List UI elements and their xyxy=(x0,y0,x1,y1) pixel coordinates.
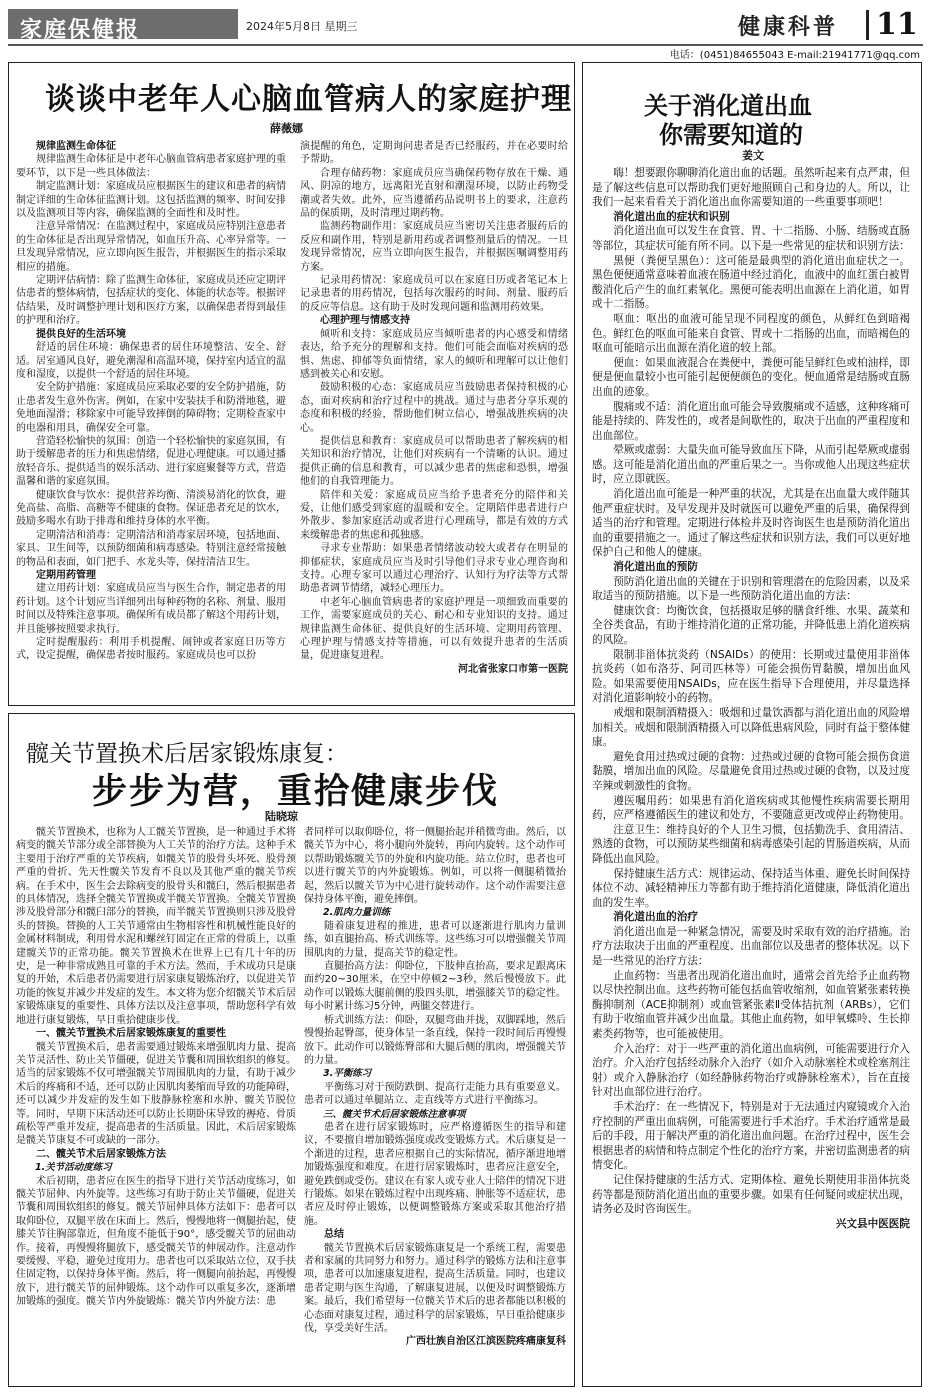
paragraph: 舒适的居住环境：确保患者的居住环境整洁、安全、舒适。居室通风良好，避免潮湿和高温环境，保持室内适宜的温度和湿度，以提供一个舒适的居住环境。 xyxy=(16,342,286,380)
paragraph: 黑便（粪便呈黑色）：这可能是最典型的消化道出血症状之一。黑色便便通常意味着血液在肠道中经过消化，血液中的血红蛋白被胃酸消化后产生的血红素氧化。黑便可能表明出血源在上消化道，如胃或十二指肠。 xyxy=(592,254,910,311)
paragraph: 健康饮食与饮水：提供营养均衡、清淡易消化的饮食，避免高盐、高脂、高糖等不健康的食物。保证患者充足的饮水，鼓励多喝水有助于排毒和维持身体的水平衡。 xyxy=(16,489,286,528)
paragraph: 髋关节置换术，也称为人工髋关节置换，是一种通过手术将病变的髋关节部分或全部替换为人工关节的治疗方法。这种手术主要用于治疗严重的关节疾病，如髋关节的股骨头坏死、股骨颈严重的骨折、先天性髋关节发育不良以及其他严重的髋关节疾病。在手术中，医生会去除病变的股骨头和髋臼，然后根据患者的具体情况，选择全髋关节置换或半髋关节置换。全髋关节置换涉及股骨部分和髋臼部分的替换，而半髋关节置换则只涉及股骨头的替换。替换的人工关节通常由生物相容性和机械性能良好的金属材料制成，利用骨水泥和螺丝钉固定在正常的骨质上，以重建髋关节的正常功能。髋关节置换术在世界上已有几十年的历史，是一种非常成熟且可靠的手术方法。然而，手术成功只是康复的开始，术后患者仍需要进行居家康复锻炼治疗，以促进关节功能的恢复并减少并发症的发生。本文将为您介绍髋关节术后居家锻炼康复的重要性、具体方法以及注意事项，帮助您科学有效地进行康复锻炼，早日重拾健康步伐。 xyxy=(16,827,296,1026)
paragraph: 桥式训练方法：仰卧，双腿弯曲并拢，双脚踩地，然后慢慢抬起臀部，使身体呈一条直线，保持一段时间后再慢慢放下。此动作可以锻炼臀部和大腿后侧的肌肉，增强髋关节的力量。 xyxy=(304,1014,566,1066)
paragraph: 止血药物：当患者出现消化道出血时，通常会首先给予止血药物以尽快控制出血。这些药物可能包括血管收缩剂，如血管紧张素转换酶抑制剂（ACE抑制剂）或血管紧张素Ⅱ受体拮抗剂（ARBs），它们有助于收缩血管并减少出血量。其他止血药物，如甲氧蝶呤、生长抑素类药物等，也可能被使用。 xyxy=(592,969,910,1041)
paragraph: 注意卫生：维持良好的个人卫生习惯，包括勤洗手、食用清洁、熟透的食物，可以预防某些细菌和病毒感染引起的胃肠道疾病，从而降低出血风险。 xyxy=(592,823,910,865)
paragraph: 记住保持健康的生活方式、定期体检、避免长期使用非甾体抗炎药等都是预防消化道出血的重要步骤。如果有任何疑问或症状出现，请务必及时咨询医生。 xyxy=(592,1173,910,1216)
paragraph: 倾听和支持：家庭成员应当倾听患者的内心感受和情绪表达，给予充分的理解和支持。他们可能会面临对疾病的恐惧、焦虑、抑郁等负面情绪，家人的倾听和理解可以让他们感到被关心和安慰。 xyxy=(300,328,568,380)
paragraph: 鼓励积极的心态：家庭成员应当鼓励患者保持积极的心态，面对疾病和治疗过程中的挑战。通过与患者分享乐观的态度和积极的经验，帮助他们树立信心，增强战胜疾病的决心。 xyxy=(300,382,568,434)
paragraph: 提供信息和教育：家庭成员可以帮助患者了解疾病的相关知识和治疗情况，让他们对疾病有一个清晰的认识。通过提供正确的信息和教育，可以减少患者的焦虑和恐惧，增强他们的自我管理能力。 xyxy=(300,435,568,488)
section-heading: 1.关节活动度练习 xyxy=(35,1162,112,1174)
page-number: 11 xyxy=(876,7,918,42)
section-heading: 总结 xyxy=(324,1229,344,1241)
paragraph: 遵医嘱用药：如果患有消化道疾病或其他慢性疾病需要长期用药，应严格遵循医生的建议和处方，不要随意更改或停止药物使用。 xyxy=(592,794,910,822)
paragraph: 消化道出血可以发生在食管、胃、十二指肠、小肠、结肠或直肠等部位，其症状可能有所不同。以下是一些常见的症状和识别方法： xyxy=(592,225,910,252)
section-divider xyxy=(866,10,869,40)
paragraph: 合理存储药物：家庭成员应当确保药物存放在干燥、通风、阴凉的地方，远离阳光直射和潮湿环境，以防止药物受潮或者失效。此外，应当遵循药品说明书上的要求，注意药品的保质期，及时清理过期药物。 xyxy=(300,167,568,220)
article-home-care-col-1 xyxy=(16,140,286,700)
paragraph: 患者在进行居家锻炼时，应严格遵循医生的指导和建议，不要擅自增加锻炼强度或改变锻炼方式。术后康复是一个渐进的过程，患者应根据自己的实际情况，循序渐进地增加锻炼强度和难度。在进行居家锻炼时，患者应注意安全，避免跌倒或受伤。建议在有家人或专业人士陪伴的情况下进行锻炼。如果在锻炼过程中出现疼痛、肿胀等不适症状，患者应及时停止锻炼，以便调整锻炼方案或采取其他治疗措施。 xyxy=(304,1121,566,1227)
article-gi-bleeding-title-line2: 你需要知道的 xyxy=(659,120,803,149)
paragraph: 晕厥或虚弱：大量失血可能导致血压下降，从而引起晕厥或虚弱感。这可能是消化道出血的严重后果之一。当你或他人出现这些症状时，应立即就医。 xyxy=(592,444,910,486)
paragraph: 定时提醒服药：利用手机提醒、闹钟或者家庭日历等方式，设定提醒，确保患者按时服药。家庭成员也可以扮 xyxy=(16,637,286,662)
section-heading: 3.平衡练习 xyxy=(323,1068,372,1080)
paragraph: 规律监测生命体征是中老年心脑血管病患者家庭护理的重要环节，以下是一些具体做法： xyxy=(16,154,286,179)
section-heading: 2.肌肉力量训练 xyxy=(323,907,391,919)
paragraph: 直腿抬高方法：仰卧位，下肢伸直抬高，要求足跟离床面约20~30厘米，在空中停顿2~3秒，然后慢慢放下。此动作可以锻炼大腿前侧的股四头肌，增强膝关节的稳定性。每小时累计练习5分钟，两腿交替进行。 xyxy=(304,961,566,1013)
paragraph: 消化道出血是一种紧急情况，需要及时采取有效的治疗措施。治疗方法取决于出血的严重程度、出血部位以及患者的整体状况。以下是一些常见的治疗方法： xyxy=(592,925,910,968)
paragraph: 戒烟和限制酒精摄入：吸烟和过量饮酒都与消化道出血的风险增加相关。戒烟和限制酒精摄入可以降低患病风险，同时有益于整体健康。 xyxy=(592,706,910,749)
paragraph: 记录用药情况：家庭成员可以在家庭日历或者笔记本上记录患者的用药情况，包括每次服药的时间、剂量、服药后的反应等信息。这有助于及时发现问题和监测用药效果。 xyxy=(300,275,568,313)
section-heading: 消化道出血的预防 xyxy=(613,561,698,574)
paragraph: 定期评估病情：除了监测生命体征，家庭成员还应定期评估患者的整体病情，包括症状的变化、体能的状态等。根据评估结果，及时调整护理计划和医疗方案，以确保患者得到最佳的护理和治疗。 xyxy=(16,275,286,327)
paragraph: 演提醒的角色，定期询问患者是否已经服药，并在必要时给予帮助。 xyxy=(300,141,568,166)
paragraph: 髋关节置换术后，患者需要通过锻炼来增强肌肉力量、提高关节灵活性、防止关节僵硬，促进关节囊和周围软组织的修复。适当的居家锻炼不仅可增强髋关节周围肌肉的力量，有助于减少术后的疼痛和不适，还可以防止因肌肉萎缩而导致的功能障碍，还可以减少并发症的发生如下肢静脉栓塞和水肿、髋关节脱位等。同时，早期下床活动还可以防止长期卧床导致的褥疮、骨质疏松等严重并发症，提高患者的生活质量。因此，术后居家锻炼是髋关节康复不可或缺的一部分。 xyxy=(16,1041,296,1147)
section-heading: 提供良好的生活环境 xyxy=(36,328,126,340)
paragraph: 制定监测计划：家庭成员应根据医生的建议和患者的病情制定详细的生命体征监测计划。这包括监测的频率、时间安排以及监测项目等内容，确保监测的全面性和及时性。 xyxy=(16,181,286,220)
article-home-care-col-2 xyxy=(300,140,568,698)
section-heading: 定期用药管理 xyxy=(36,570,96,581)
article-gi-bleeding-body xyxy=(592,166,910,1379)
paragraph: 腹痛或不适：消化道出血可能会导致腹痛或不适感，这种疼痛可能是持续的、阵发性的，或者是间歇性的，取决于出血的严重程度和出血部位。 xyxy=(592,400,910,442)
paragraph: 术后初期，患者应在医生的指导下进行关节活动度练习，如髋关节屈伸、内外旋等。这些练习有助于防止关节僵硬，促进关节囊和周围软组织的修复。髋关节屈伸具体方法如下：患者可以取仰卧位，双腿平放在床面上。然后，慢慢地将一侧腿抬起，使膝关节往胸部靠近，但角度不能低于90°，感受髋关节的屈曲动作。接着，再慢慢将腿放下，感受髋关节的伸展动作。注意动作要缓慢、平稳，避免过度用力。患者也可以采取站立位，双手扶住固定物，以保持身体平衡。然后，将一侧腿向前抬起，再慢慢放下，进行髋关节的屈伸锻炼。这个动作可以重复多次，逐渐增加锻炼的强度。髋关节内外旋锻炼：髋关节内外旋方法：患 xyxy=(16,1175,296,1308)
paragraph: 手术治疗：在一些情况下，特别是对于无法通过内窥镜或介入治疗控制的严重出血病例，可能需要进行手术治疗。手术治疗通常是最后的手段，用于解决严重的消化道出血问题。在治疗过程中，医生会根据患者的病情和特点制定个性化的治疗方案，并密切监测患者的病情变化。 xyxy=(592,1101,910,1172)
paragraph: 健康饮食：均衡饮食，包括摄取足够的膳食纤维、水果、蔬菜和全谷类食品，有助于维持消化道的正常功能，并降低患上消化道疾病的风险。 xyxy=(592,604,910,646)
section-heading: 心理护理与情感支持 xyxy=(320,315,410,327)
section-heading: 消化道出血的治疗 xyxy=(613,911,698,924)
paragraph: 寻求专业帮助：如果患者情绪波动较大或者存在明显的抑郁症状，家庭成员应当及时引导他们寻求专业心理咨询和支持。心理专家可以通过心理治疗、认知行为疗法等方式帮助患者调节情绪，减轻心理压力。 xyxy=(300,543,568,595)
affiliation: 河北省张家口市第一医院 xyxy=(458,663,568,675)
paragraph: 监测药物副作用：家庭成员应当密切关注患者服药后的反应和副作用，特别是新用药或者调整剂量后的情况。一旦发现异常情况，应当立即向医生报告，并根据医嘱调整用药方案。 xyxy=(300,221,568,273)
paragraph: 定期清洁和消毒：定期清洁和消毒家居环境，包括地面、家具、卫生间等，以预防细菌和病毒感染。特别注意经常接触的物品和表面，如门把手、水龙头等，保持清洁卫生。 xyxy=(16,529,286,568)
paragraph: 避免食用过热或过硬的食物：过热或过硬的食物可能会损伤食道黏膜，增加出血的风险。尽量避免食用过热或过硬的食物，以及过度辛辣或刺激性的食物。 xyxy=(592,750,910,792)
section-heading: 消化道出血的症状和识别 xyxy=(613,210,730,223)
article-gi-bleeding-title-line1: 关于消化道出血 xyxy=(644,91,812,120)
paragraph: 髋关节置换术后居家锻炼康复是一个系统工程，需要患者和家属的共同努力和努力。通过科学的锻炼方法和注意事项，患者可以加速康复进程，提高生活质量。同时，也建议患者定期与医生沟通，了解康复进展，以便及时调整锻炼方案。最后，我们希望每一位髋关节术后的患者都能以积极的心态面对康复过程，通过科学的居家锻炼，早日重拾健康步伐，享受美好生活。 xyxy=(304,1242,566,1335)
section-heading: 规律监测生命体征 xyxy=(36,141,116,152)
paragraph: 呕血：呕出的血液可能呈现不同程度的颜色，从鲜红色到暗褐色。鲜红色的呕血可能来自食管、胃或十二指肠的出血，而暗褐色的呕血可能暗示出血源在消化道的较上部。 xyxy=(592,312,910,355)
paragraph: 嗨！想要跟你聊聊消化道出血的话题。虽然听起来有点严肃，但是了解这些信息可以帮助我们更好地照顾自己和身边的人。所以，让我们一起来看看关于消化道出血你需要知道的一些重要事项吧！ xyxy=(592,167,910,209)
paragraph: 随着康复进程的推进，患者可以逐渐进行肌肉力量训练，如直腿抬高、桥式训练等。这些练习可以增强髋关节周围肌肉的力量，提高关节的稳定性。 xyxy=(304,920,566,959)
paragraph: 便血：如果血液混合在粪便中，粪便可能呈鲜红色或柏油样，即便是便血量较小也可能引起便便颜色的变化。便血通常是结肠或直肠出血的迹象。 xyxy=(592,356,910,398)
paragraph: 介入治疗：对于一些严重的消化道出血病例，可能需要进行介入治疗。介入治疗包括经动脉介入治疗（如介入动脉塞栓术或栓塞剂注射）或介入静脉治疗（如经静脉药物治疗或静脉栓塞术），旨在直接针对出血部位进行治疗。 xyxy=(592,1042,910,1099)
affiliation: 广西壮族自治区江滨医院疼痛康复科 xyxy=(406,1336,566,1348)
article-home-care-author: 薛薇娜 xyxy=(270,122,303,135)
section-heading: 一、髋关节置换术后居家锻炼康复的重要性 xyxy=(36,1028,226,1040)
article-hip-rehab-author: 陆晓琼 xyxy=(265,810,298,823)
section-heading: 二、髋关节术后居家锻炼方法 xyxy=(36,1148,166,1160)
paragraph: 营造轻松愉快的氛围：创造一个轻松愉快的家庭氛围，有助于缓解患者的压力和焦虑情绪，促进心理健康。可以通过播放轻音乐、提供适当的娱乐活动、进行家庭聚餐等方式，营造温馨和谐的家庭氛围。 xyxy=(16,435,286,488)
issue-date: 2024年5月8日 星期三 xyxy=(246,20,358,33)
article-hip-rehab-title: 步步为营，重拾健康步伐 xyxy=(92,771,500,812)
paragraph: 陪伴和关爱：家庭成员应当给予患者充分的陪伴和关爱，让他们感受到家庭的温暖和安全。定期陪伴患者进行户外散步、参加家庭活动或者进行心理疏导，都是有效的方式来缓解患者的焦虑和孤独感。 xyxy=(300,489,568,541)
paragraph: 建立用药计划：家庭成员应当与医生合作，制定患者的用药计划。这个计划应当详细列出每种药物的名称、剂量、服用时间以及特殊注意事项。确保所有成员都了解这个用药计划，并且能够按照要求执行。 xyxy=(16,583,286,635)
paragraph: 平衡练习对于预防跌倒、提高行走能力具有重要意义。患者可以通过单腿站立、走直线等方式进行平衡练习。 xyxy=(304,1081,566,1107)
masthead xyxy=(8,4,923,46)
newspaper-name: 家庭保健报 xyxy=(20,17,141,43)
paragraph: 中老年心脑血管病患者的家庭护理是一项细致而重要的工作，需要家庭成员的关心、耐心和专业知识的支持。通过规律监测生命体征、提供良好的生活环境、定期用药管理、心理护理与情感支持等措施，可以有效提升患者的生活质量，促进康复进程。 xyxy=(300,596,568,662)
paragraph: 限制非甾体抗炎药（NSAIDs）的使用：长期或过量使用非甾体抗炎药（如布洛芬、阿司匹林等）可能会损伤胃黏膜，增加出血风险。如果需要使用NSAIDs，应在医生指导下合理使用，并尽量选择对消化道影响较小的药物。 xyxy=(592,648,910,705)
affiliation: 兴文县中医医院 xyxy=(835,1217,910,1230)
section-heading: 三、髋关节术后居家锻炼注意事项 xyxy=(323,1108,466,1120)
paragraph: 保持健康生活方式：规律运动、保持适当体重、避免长时间保持体位不动、减轻精神压力等都有助于维持消化道健康，降低消化道出血的发生率。 xyxy=(592,867,910,909)
paragraph: 安全防护措施：家庭成员应采取必要的安全防护措施，防止患者发生意外伤害。例如，在家中安装扶手和防滑地毯，避免地面湿滑；移除家中可能导致摔倒的障碍物；定期检查家中的电器和用具，确保安全可靠。 xyxy=(16,382,286,434)
article-gi-bleeding-author: 姜文 xyxy=(742,149,764,162)
paragraph: 注意异常情况：在监测过程中，家庭成员应特别注意患者的生命体征是否出现异常情况，如血压升高、心率异常等。一旦发现异常情况，应立即向医生报告，并根据医生的指示采取相应的措施。 xyxy=(16,221,286,273)
paragraph: 消化道出血可能是一种严重的状况，尤其是在出血量大或伴随其他严重症状时。及早发现并及时就医可以避免严重的后果，确保得到适当的治疗和管理。定期进行体检并及时咨询医生也是预防消化道出血的重要措施之一。通过了解这些症状和识别方法，我们可以更好地保护自己和他人的健康。 xyxy=(592,488,910,559)
paragraph: 者同样可以取仰卧位，将一侧腿抬起并稍微弯曲。然后，以髋关节为中心，将小腿向外旋转，再向内旋转。这个动作可以帮助锻炼髋关节的外旋和内旋功能。站立位时，患者也可以进行髋关节的内外旋锻炼。例如，可以将一侧腿稍微抬起，然后以髋关节为中心进行旋转动作。这个动作需要注意保持身体平衡，避免摔倒。 xyxy=(304,827,566,906)
section-name: 健康科普 xyxy=(738,14,839,40)
contact-info: 电话：(0451)84655043 E-mail:21941771@qq.com xyxy=(669,50,920,61)
article-hip-rehab-col-2 xyxy=(304,826,566,1381)
paragraph: 预防消化道出血的关键在于识别和管理潜在的危险因素，以及采取适当的预防措施。以下是一些预防消化道出血的方法： xyxy=(592,575,910,603)
article-hip-rehab-kicker: 髋关节置换术后居家锻炼康复： xyxy=(26,741,348,767)
article-hip-rehab-col-1 xyxy=(16,826,296,1381)
article-home-care-title: 谈谈中老年人心脑血管病人的家庭护理 xyxy=(45,82,572,117)
